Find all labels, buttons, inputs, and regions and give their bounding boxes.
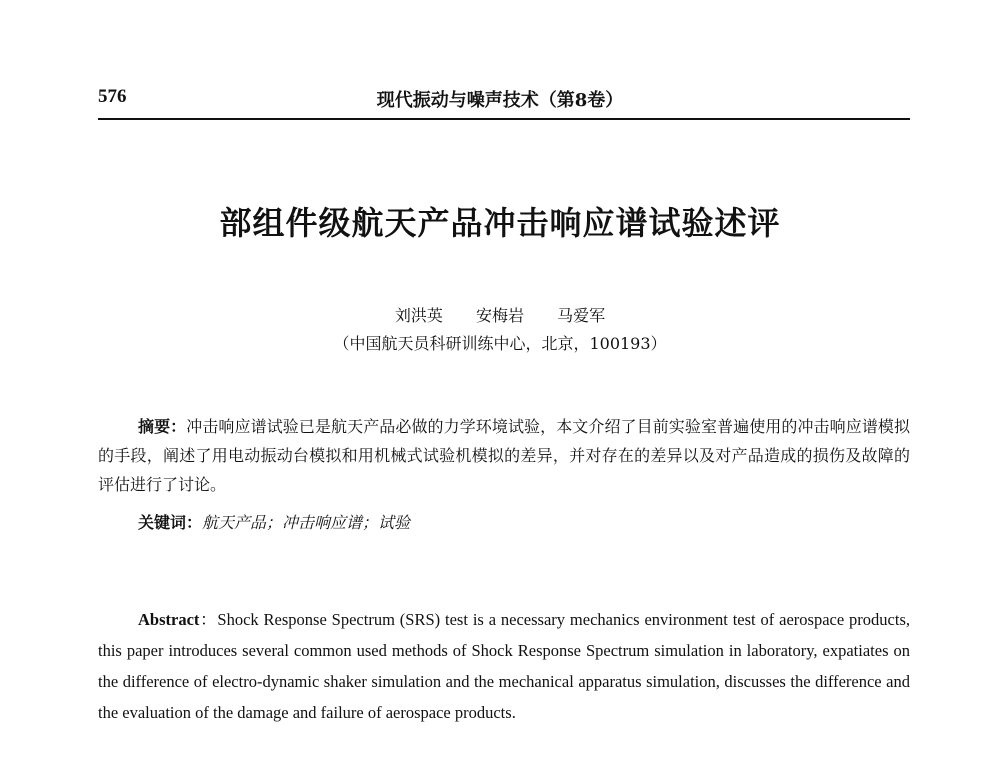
author-name: 刘洪英 xyxy=(394,306,443,325)
chinese-abstract xyxy=(98,412,910,499)
paper-title: 部组件级航天产品冲击响应谱试验述评 xyxy=(219,204,781,242)
page-number: 576 xyxy=(98,86,127,107)
running-title: 现代振动与噪声技术（第8卷） xyxy=(376,90,624,111)
affiliation: （中国航天员科研训练中心，北京，100193） xyxy=(333,334,667,353)
chinese-keywords xyxy=(138,510,410,533)
chinese-keywords-text: 航天产品；冲击响应谱；试验 xyxy=(202,513,411,532)
author-list xyxy=(0,303,1000,326)
english-abstract xyxy=(98,604,910,728)
chinese-abstract-text: 冲击响应谱试验已是航天产品必做的力学环境试验，本文介绍了目前实验室普遍使用的冲击响应谱模拟的手段，阐述了用电动振动台模拟和用机械式试验机模拟的差异，并对存在的差异以及对产品造成的损伤及故障的评估进行了讨论。 xyxy=(98,417,910,494)
author-name: 马爱军 xyxy=(557,306,606,325)
english-abstract-label: Abstract xyxy=(138,610,200,629)
english-abstract-text: Shock Response Spectrum (SRS) test is a necessary mechanics environment test of aerospace products, this paper introduces several common used methods of Shock Response Spectrum simulation in laboratory, expatiates on the difference of electro-dynamic shaker simulation and the mechanical apparatus simulation, discusses the difference and the evaluation of the damage and failure of aerospace products. xyxy=(98,610,910,722)
english-abstract-separator: ： xyxy=(199,610,218,629)
chinese-abstract-label: 摘要： xyxy=(138,417,187,436)
author-name: 安梅岩 xyxy=(475,306,524,325)
header-rule xyxy=(98,118,910,120)
chinese-keywords-label: 关键词： xyxy=(138,513,203,532)
